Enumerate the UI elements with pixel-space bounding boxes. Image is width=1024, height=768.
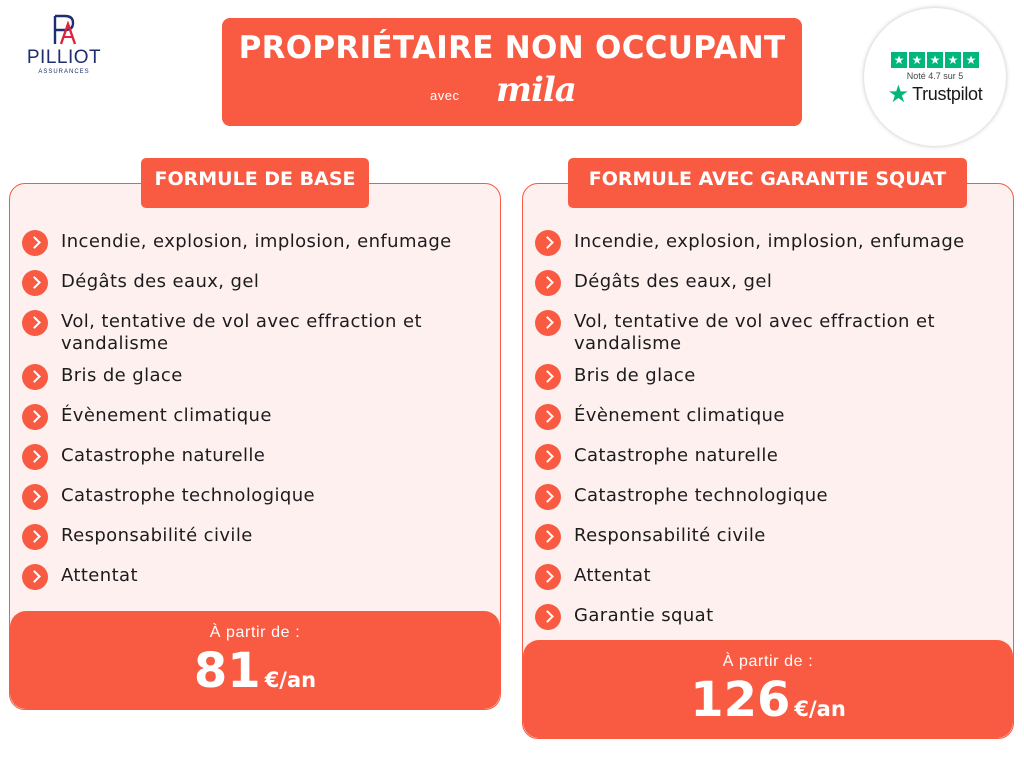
price-unit: €/an	[264, 668, 317, 692]
feature-text: Catastrophe technologique	[574, 485, 828, 506]
pilliot-logo	[14, 14, 114, 86]
formula-squat-title: FORMULE AVEC GARANTIE SQUAT	[568, 158, 967, 208]
chevron-right-icon	[535, 604, 561, 630]
trustpilot-logo	[864, 82, 1006, 106]
chevron-right-icon	[22, 364, 48, 390]
trustpilot-wordmark: Trustpilot	[912, 83, 983, 104]
chevron-right-icon	[22, 270, 48, 296]
mila-brand: mila	[496, 70, 576, 110]
feature-item	[535, 310, 1005, 364]
feature-item	[22, 524, 492, 564]
logo-tagline: ASSURANCES	[38, 69, 90, 75]
chevron-right-icon	[535, 404, 561, 430]
trustpilot-star-icon: ★	[887, 80, 910, 108]
formula-squat-card	[522, 183, 1014, 739]
star-icon: ★	[963, 52, 979, 68]
star-icon: ★	[891, 52, 907, 68]
chevron-right-icon	[22, 404, 48, 430]
chevron-right-icon	[22, 230, 48, 256]
trustpilot-badge[interactable]	[864, 8, 1006, 146]
trustpilot-rating-stars	[864, 52, 1006, 68]
chevron-right-icon	[22, 444, 48, 470]
price-amount: 126	[690, 672, 791, 728]
pilliot-monogram-icon	[49, 14, 79, 46]
title-subline	[222, 66, 802, 116]
price-label: À partir de :	[209, 624, 301, 641]
feature-item	[22, 564, 492, 604]
chevron-right-icon	[535, 444, 561, 470]
chevron-right-icon	[535, 270, 561, 296]
feature-text: Attentat	[574, 565, 651, 586]
feature-item	[22, 364, 492, 404]
chevron-right-icon	[22, 484, 48, 510]
feature-text: Évènement climatique	[61, 405, 272, 426]
page-title: PROPRIÉTAIRE NON OCCUPANT	[238, 30, 786, 66]
price-amount: 81	[193, 643, 261, 699]
feature-item	[535, 364, 1005, 404]
feature-text: Garantie squat	[574, 605, 714, 626]
feature-text: Incendie, explosion, implosion, enfumage	[574, 231, 965, 252]
chevron-right-icon	[535, 230, 561, 256]
feature-text: Bris de glace	[61, 365, 183, 386]
feature-item	[535, 524, 1005, 564]
title-banner	[222, 18, 802, 126]
feature-item	[535, 404, 1005, 444]
feature-item	[22, 270, 492, 310]
feature-text: Vol, tentative de vol avec effraction et vandalisme	[574, 311, 935, 354]
feature-item	[22, 484, 492, 524]
logo-name: PILLIOT	[26, 47, 102, 68]
title-with-text: avec	[430, 88, 460, 103]
star-icon: ★	[945, 52, 961, 68]
star-icon: ★	[927, 52, 943, 68]
feature-item	[535, 484, 1005, 524]
feature-item	[535, 604, 1005, 644]
formula-base-price	[10, 611, 500, 709]
chevron-right-icon	[535, 524, 561, 550]
chevron-right-icon	[535, 564, 561, 590]
price-line	[10, 645, 500, 697]
trustpilot-note: Noté 4.7 sur 5	[906, 71, 964, 81]
chevron-right-icon	[535, 310, 561, 336]
feature-text: Catastrophe technologique	[61, 485, 315, 506]
feature-text: Attentat	[61, 565, 138, 586]
feature-item	[22, 444, 492, 484]
feature-text: Catastrophe naturelle	[574, 445, 779, 466]
price-line	[523, 674, 1013, 726]
feature-text: Catastrophe naturelle	[61, 445, 266, 466]
feature-text: Dégâts des eaux, gel	[574, 271, 773, 292]
chevron-right-icon	[22, 564, 48, 590]
feature-text: Responsabilité civile	[574, 525, 766, 546]
feature-text: Responsabilité civile	[61, 525, 253, 546]
feature-text: Incendie, explosion, implosion, enfumage	[61, 231, 452, 252]
chevron-right-icon	[535, 364, 561, 390]
feature-text: Bris de glace	[574, 365, 696, 386]
formula-base-features	[22, 230, 492, 604]
feature-item	[535, 270, 1005, 310]
chevron-right-icon	[535, 484, 561, 510]
feature-item	[22, 230, 492, 270]
feature-text: Évènement climatique	[574, 405, 785, 426]
price-label: À partir de :	[722, 653, 814, 670]
price-unit: €/an	[794, 697, 846, 721]
star-icon: ★	[909, 52, 925, 68]
feature-item	[535, 564, 1005, 604]
chevron-right-icon	[22, 310, 48, 336]
formula-squat-price	[523, 640, 1013, 738]
chevron-right-icon	[22, 524, 48, 550]
feature-text: Dégâts des eaux, gel	[61, 271, 260, 292]
formula-base-card	[9, 183, 501, 710]
formula-base-title: FORMULE DE BASE	[141, 158, 369, 208]
feature-item	[535, 444, 1005, 484]
feature-item	[22, 404, 492, 444]
formula-squat-features	[535, 230, 1005, 644]
feature-text: Vol, tentative de vol avec effraction et vandalisme	[61, 311, 422, 354]
feature-item	[22, 310, 492, 364]
feature-item	[535, 230, 1005, 270]
